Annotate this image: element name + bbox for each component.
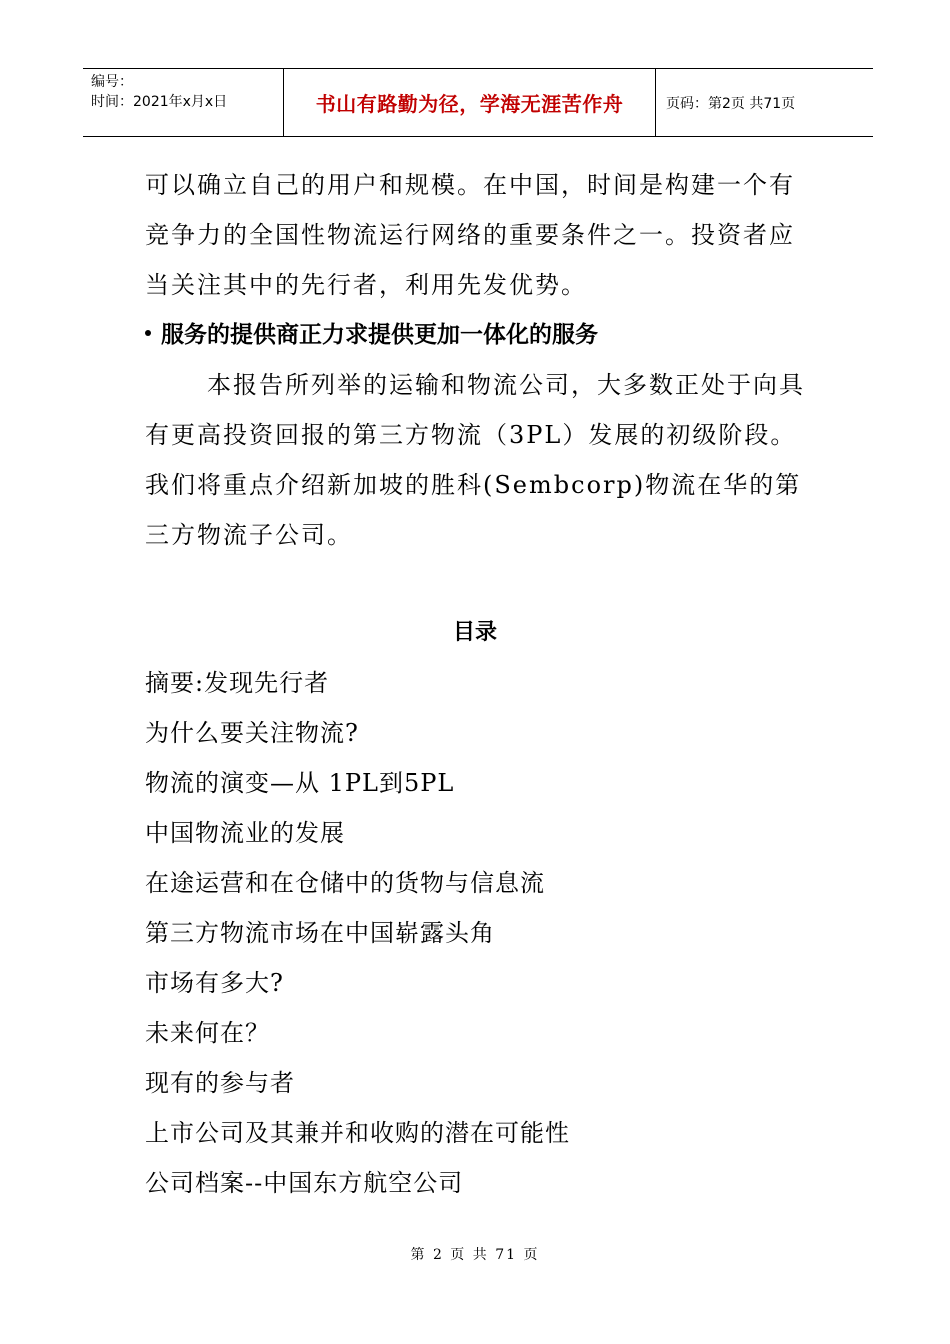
paragraph-report: 本报告所列举的运输和物流公司，大多数正处于向具有更高投资回报的第三方物流（3PL）发展的初级阶段。我们将重点介绍新加坡的胜科(Sembcorp)物流在华的第三方物流子公司。	[145, 371, 805, 549]
paragraph-intro: 可以确立自己的用户和规模。在中国，时间是构建一个有竞争力的全国性物流运行网络的重要条件之一。投资者应当关注其中的先行者，利用先发优势。	[145, 171, 795, 299]
header-motto: 书山有路勤为径，学海无涯苦作舟	[315, 92, 624, 116]
toc-item: 中国物流业的发展	[145, 819, 345, 847]
page-footer: 第 2 页 共 71 页	[410, 1247, 540, 1263]
toc-title: 目录	[452, 620, 497, 645]
toc-item: 在途运营和在仓储中的货物与信息流	[145, 869, 545, 897]
page-header	[83, 68, 873, 137]
header-motto-cell	[284, 69, 656, 136]
document-body	[145, 160, 815, 560]
table-of-contents	[145, 658, 845, 1208]
document-number: 编号：	[91, 74, 133, 90]
toc-item: 公司档案--中国东方航空公司	[145, 1169, 464, 1197]
header-meta	[83, 69, 284, 136]
toc-item: 上市公司及其兼并和收购的潜在可能性	[145, 1119, 570, 1147]
toc-item: 现有的参与者	[145, 1069, 295, 1097]
document-date: 时间：2021年x月x日	[91, 94, 228, 110]
toc-item: 为什么要关注物流?	[145, 719, 359, 747]
toc-item: 第三方物流市场在中国崭露头角	[145, 919, 495, 947]
header-page-code: 页码：第2页 共71页	[666, 95, 796, 112]
toc-item: 市场有多大?	[145, 969, 284, 997]
toc-item: 摘要:发现先行者	[145, 669, 330, 697]
toc-item: 物流的演变—从 1PL到5PL	[145, 769, 455, 797]
bullet-heading-text: 服务的提供商正力求提供更加一体化的服务	[161, 322, 598, 348]
bullet-icon	[145, 330, 151, 336]
bullet-heading	[145, 310, 805, 360]
toc-item: 未来何在？	[145, 1019, 270, 1047]
